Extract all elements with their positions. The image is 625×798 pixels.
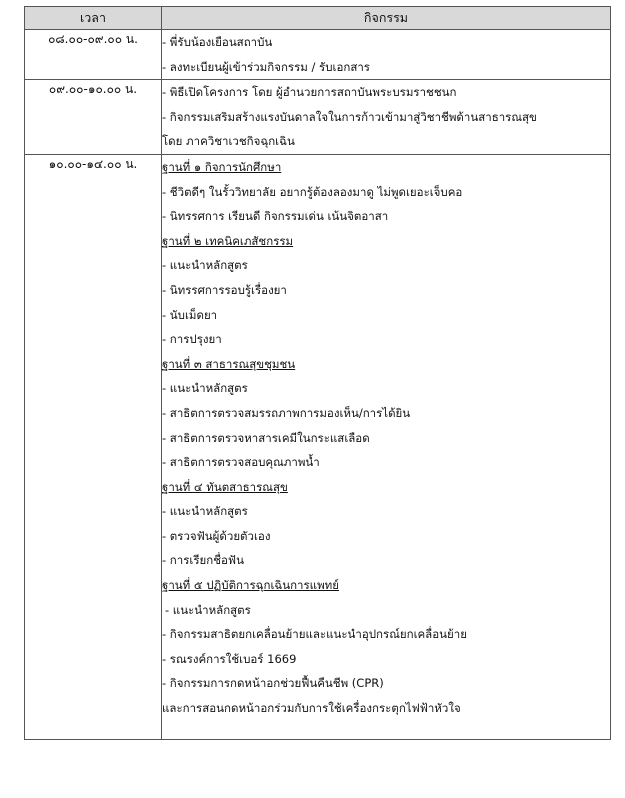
activity-cell [162,30,611,80]
table-row [25,80,611,155]
activity-line: - แนะนำหลักสูตร [162,504,248,519]
activity-line: - การปรุงยา [162,332,222,347]
activity-line: และการสอนกดหน้าอกร่วมกับการใช้เครื่องกระตุกไฟฟ้าหัวใจ [162,701,461,716]
table-row [25,30,611,80]
activity-line: - สาธิตการตรวจสมรรถภาพการมองเห็น/การได้ยิน [162,405,411,420]
activity-line: - สาธิตการตรวจสอบคุณภาพน้ำ [162,455,320,470]
station-heading: ฐานที่ ๕ ปฏิบัติการฉุกเฉินการแพทย์ [162,578,339,593]
activity-line: - พี่รับน้องเยือนสถาบัน [162,35,273,49]
station-heading: ฐานที่ ๑ กิจการนักศึกษา [162,159,282,174]
time-cell: ๐๙.๐๐-๑๐.๐๐ น. [25,80,162,155]
activity-cell [162,154,611,739]
activity-cell [162,80,611,155]
activity-line: โดย ภาควิชาเวชกิจฉุกเฉิน [162,134,295,149]
time-cell: ๑๐.๐๐-๑๔.๐๐ น. [25,154,162,739]
time-column-header: เวลา [25,7,162,30]
activity-line: - นับเม็ดยา [162,307,218,322]
activity-line: - รณรงค์การใช้เบอร์ 1669 [162,651,297,666]
schedule-table [24,6,611,740]
activity-line: - ชีวิตดีๆ ในรั้ววิทยาลัย อยากรู้ต้องลองมาดู ไม่พูดเยอะเจ็บคอ [162,184,463,199]
activity-line: - สาธิตการตรวจหาสารเคมีในกระแสเลือด [162,430,370,445]
table-row [25,154,611,739]
activity-line: - ตรวจฟันผู้ด้วยตัวเอง [162,528,271,543]
activity-line: - กิจกรรมสาธิตยกเคลื่อนย้ายและแนะนำอุปกรณ์ยกเคลื่อนย้าย [162,627,467,642]
station-heading: ฐานที่ ๒ เทคนิคเภสัชกรรม [162,233,294,248]
activity-line: - แนะนำหลักสูตร [162,258,248,273]
activity-line: - นิทรรศการรอบรู้เรื่องยา [162,282,287,297]
header-row [25,7,611,30]
activity-line: - การเรียกชื่อฟัน [162,553,244,568]
activity-line: - นิทรรศการ เรียนดี กิจกรรมเด่น เน้นจิตอาสา [162,209,389,224]
station-heading: ฐานที่ ๓ สาธารณสุขชุมชน [162,356,296,371]
activity-line: - แนะนำหลักสูตร [165,602,251,617]
activity-line: - ลงทะเบียนผู้เข้าร่วมกิจกรรม / รับเอกสาร [162,59,370,74]
activity-line: - แนะนำหลักสูตร [162,381,248,396]
activity-line: - พิธีเปิดโครงการ โดย ผู้อำนวยการสถาบันพระบรมราชชนก [162,85,457,100]
activity-line: - กิจกรรมการกดหน้าอกช่วยฟื้นคืนชีพ (CPR) [162,676,384,691]
station-heading: ฐานที่ ๔ ทันตสาธารณสุข [162,479,288,494]
activity-column-header: กิจกรรม [162,7,611,30]
activity-line: - กิจกรรมเสริมสร้างแรงบันดาลใจในการก้าวเข้ามาสู่วิชาชีพด้านสาธารณสุข [162,109,537,124]
time-cell: ๐๘.๐๐-๐๙.๐๐ น. [25,30,162,80]
